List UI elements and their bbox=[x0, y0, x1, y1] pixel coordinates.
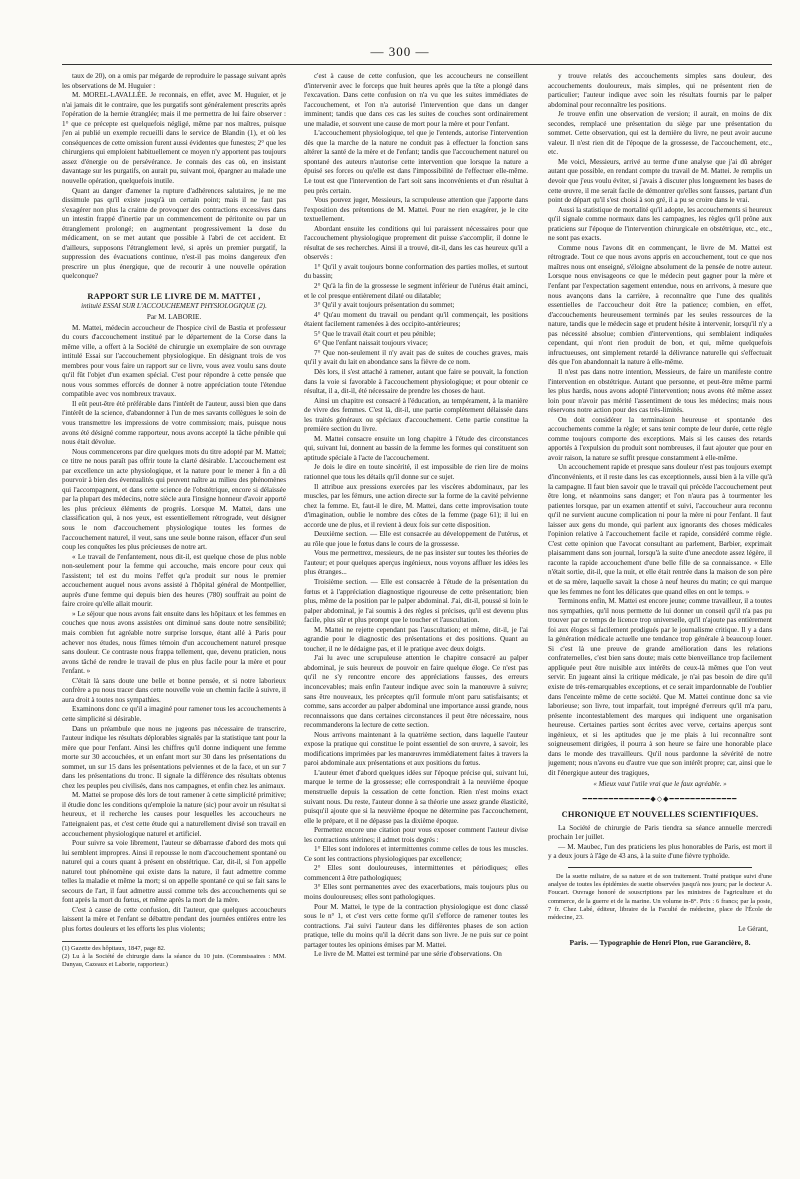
paragraph: Troisième section. — Elle est consacrée à l'étude de la présentation du fœtus et à l'appréciation diagnostique rigoureuse de cette présentation; bien plus, même de la position par le palper abdominal. J'ai, dit-il, poussé si loin le palper abdominal, je l'ai soumis à des règles si précises, qu'il est devenu plus facile, plus sûr et plus prompt que le toucher et l'auscultation. bbox=[304, 577, 528, 625]
ornament-divider: ━━━━━━━━━━━━━◆◇◆━━━━━━━━━━━━━ bbox=[582, 794, 738, 803]
paragraph: Comme nous l'avons dit en commençant, le livre de M. Mattei est rétrograde. Tout ce que nous avons appris en accouchement, tout ce que nos maîtres nous ont enseigné, s'éloigne absolument de la pensée de notre auteur. Lorsque nous envisageons ce que le médecin peut gagner pour la mère et l'enfant par l'expectation sagement entendue, nous en arrivons, à mesure que nous avançons dans la carrière, à reconnaître que l'une des qualités essentielles de l'accoucheur doit être la patience; combien, en effet, d'accouchements heureusement terminés par les seules ressources de la nature, tandis que le médecin sage et prudent hésite à intervenir, lorsqu'il n'y a pas nécessité absolue; combien d'interventions, qui semblaient indiquées cependant, qui n'ont rien produit de bon, et qui, même quelquefois infructueuses, ont simplement retardé la délivrance naturelle qui s'effectuait dès que l'on abandonnait la nature à elle-même. bbox=[548, 243, 772, 367]
paragraph: 3° Qu'il y avait toujours présentation du sommet; bbox=[314, 301, 455, 310]
advert-divider bbox=[568, 867, 752, 868]
intro-paragraphs bbox=[62, 72, 286, 282]
paragraph: Permettez encore une citation pour vous exposer comment l'auteur divise les contractions utérines; il admet trois degrés : bbox=[304, 826, 528, 844]
paragraph: Deuxième section. — Elle est consacrée au développement de l'utérus, et au rôle que joue le fœtus dans le cours de la grossesse. bbox=[304, 530, 528, 548]
paragraph: 4° Qu'au moment du travail ou pendant qu'il commençait, les positions étaient facilement ramenées à des occipito-antérieures; bbox=[304, 310, 528, 329]
gerant-line: Le Gérant, bbox=[738, 925, 768, 934]
paragraph: 7° Que non-seulement il n'y avait pas de suites de couches graves, mais qu'il y avait du lait en abondance sans la fièvre de ce nom. bbox=[304, 348, 528, 367]
report-author: Par M. LABORIE. bbox=[146, 312, 202, 321]
paragraph: (1) Gazette des hôpitaux, 1847, page 82. bbox=[62, 944, 166, 952]
paragraph: C'est à cause de cette confusion, dit l'auteur, que quelques accoucheurs laissent la mère et l'enfant se débattre pendant des journées entières entre les plus fortes douleurs et les efforts les plus violents; bbox=[62, 905, 286, 933]
column-3 bbox=[548, 72, 772, 1167]
paragraph: Nous arrivons maintenant à la quatrième section, dans laquelle l'auteur expose la pratique qui constitue le point essentiel de son œuvre, à savoir, les modifications imprimées par les manœuvres immédiatement faites à travers la paroi abdominale aux présentations et aux positions du fœtus. bbox=[304, 730, 528, 768]
closing-quote: « Mieux vaut l'utile vrai que le faux agréable. » bbox=[593, 780, 727, 789]
paragraph: y trouve relatés des accouchements simples sans douleur, des accouchements douloureux, mais simples, qui ne présentent rien de particulier; l'auteur indique avec soin les résultats fournis par le palper abdominal pour reconnaître les positions. bbox=[548, 72, 772, 109]
paragraph: — M. Maubec, l'un des praticiens les plus honorables de Paris, est mort il y a deux jours à l'âge de 43 ans, à la suite d'une fièvre typhoïde. bbox=[548, 842, 772, 861]
paragraph: On doit considérer la terminaison heureuse et spontanée des accouchements comme la règle; et sans tenir compte de leur durée, cette règle comme toujours comporte des exceptions. Mais si les causes des retards apportés à l'expulsion du produit sont nombreuses, il faut ajouter que pour en avoir raison, la nature se suffit presque constamment à elle-même. bbox=[548, 415, 772, 462]
paragraph: Vous me permettrez, messieurs, de ne pas insister sur toutes les théories de l'auteur; et pour quelques aperçus ingénieux, nous voyons affluer les idées les plus étranges... bbox=[304, 549, 528, 577]
paragraph: L'auteur émet d'abord quelques idées sur l'époque précise qui, suivant lui, marque le terme de la grossesse; elle correspondrait à la neuvième époque menstruelle depuis la cessation de cette fonction. Rien n'est moins exact suivant nous. Du reste, l'auteur donne à sa théorie une assez grande élasticité, puisqu'il ajoute que si la neuvième époque ne détermine pas l'accouchement, elle le prépare, et il ne dépasse pas la dixième époque. bbox=[304, 768, 528, 825]
paragraph: Je trouve enfin une observation de version; il aurait, en moins de dix secondes, remplacé une présentation du siège par une présentation du sommet. Cette observation, qui est la dernière du livre, ne peut avoir aucune valeur. Il n'est rien dit de l'époque de la grossesse, de l'accouchement, etc., etc. bbox=[548, 110, 772, 157]
paragraph: Un accouchement rapide et presque sans douleur n'est pas toujours exempt d'inconvénients, et il reste dans les cas exceptionnels, aussi bien à la ville qu'à la campagne. Il faut bien savoir que le travail qui précède l'accouchement peut être long, et néanmoins sans danger; et l'on n'aura pas à tourmenter les patientes lorsque, par un examen attentif et suivi, l'accoucheur aura reconnu qu'il ne survient aucune complication ni pour la mère ni pour l'enfant. Il faut laisser aux gens du monde, qui parlent aux ignorants des choses médicales l'opinion relative à l'accouchement facile et rapide, considéré comme règle. C'est cette opinion que l'avocat consultant au parlement, Barbier, exprimait plaisamment dans son journal, lorsqu'à la suite d'une anecdote assez légère, il raconte la rapide accouchement d'une belle fille de sa connaissance. « Elle n'était sortie, dit-il, que la nuit, et elle était rentrée dans la maison de son père et de sa mère, laquelle savait la chose à neuf heures du matin; ce qui marque que les femmes ne font les délicates que quand elles en ont le temps. » bbox=[548, 463, 772, 596]
header-rule bbox=[62, 64, 772, 65]
paragraph: Pour suivre sa voie librement, l'auteur se débarrasse d'abord des mots qui lui semblent impropres. Ainsi il repousse le nom d'accouchement spontané ou naturel qui a cours quant à présent en obstétrique. Car, dit-il, si l'on appelle naturel tout phénomène qui existe dans la nature, il faut admettre comme telles la maladie et même la mort; si on appelle spontané ce qui se fait sans le secours de l'art, il faut admettre aussi comme tels des accouchements qui se font après la mort du fœtus, et même après la mort de la mère. bbox=[62, 839, 286, 905]
paragraph: 5° Que le travail était court et peu pénible; bbox=[314, 329, 436, 338]
paragraph: Ainsi un chapitre est consacré à l'éducation, au tempérament, à la manière de vivre des femmes. C'est là, dit-il, une partie complètement délaissée dans les traités généraux ou spéciaux d'accouchement. Cette partie constitue la première section du livre. bbox=[304, 396, 528, 434]
column-2 bbox=[304, 72, 528, 1167]
report-conclusion bbox=[548, 72, 772, 778]
paragraph: Il eût peut-être été préférable dans l'intérêt de l'auteur, aussi bien que dans l'intérêt de la science, d'abandonner à l'un de mes savants collègues le soin de vous transmettre les impressions de votre commission; mais, puisque nous avons été désigné comme rapporteur, nous avons accepté la tâche pénible qui nous était dévolue. bbox=[62, 399, 286, 447]
paragraph: Dans un préambule que nous ne jugeons pas nécessaire de transcrire, l'auteur indique les résultats déplorables signalés par la statistique tant pour la mère que pour l'enfant. Ainsi les chiffres qu'il donne indiquent une femme morte sur 30 accouchées, et un enfant mort sur 30 dans les présentations du sommet, un sur 15 dans les présentations pelviennes et de la face, et un sur 7 dans les présentations du tronc. Il signale la différence des résultats obtenus chez les peuples peu civilisés, dans nos campagnes, et enfin chez les animaux. bbox=[62, 724, 286, 790]
paragraph: M. Mattei ne rejette cependant pas l'auscultation; et même, dit-il, je l'ai agrandie pour le diagnostic des présentations et des positions. Quant au toucher, il ne le dédaigne pas, et il le pratique avec deux doigts. bbox=[304, 625, 528, 653]
paragraph: 2° Qu'à la fin de la grossesse le segment inférieur de l'utérus était aminci, et le col presque entièrement dilaté ou dilatable; bbox=[304, 282, 528, 300]
paragraph: Me voici, Messieurs, arrivé au terme d'une analyse que j'ai dû abréger autant que possible, en rendant compte du travail de M. Mattei. Je remplis un devoir que j'eus voulu éviter, si j'avais à discuter plus longuement les bases de cette œuvre, il me serait facile de démontrer qu'elles sont fausses, partant d'un point de départ qu'il s'est choisi à son gré, il a pu se croire dans le vrai. bbox=[548, 157, 772, 205]
page-number: — 300 — bbox=[370, 44, 430, 59]
paragraph: Nous commencerons par dire quelques mots du titre adopté par M. Mattei; ce titre ne nous paraît pas offrir toute la clarté désirable. L'accouchement est par excellence un acte physiologique, et la nature pour le mener à fin a dû pourvoir à bien des éventualités qui peuvent naître au milieu des phénomènes qui l'accompagnent, et dans cette science de l'obstétrique, encore si délaissée par la plupart des médecins, notre siècle aura l'insigne honneur d'avoir apporté les plus précieux éléments de progrès. Lorsque M. Mattei, dans une classification qui, à nos yeux, est essentiellement rétrograde, veut désigner sous le nom d'accouchement physiologique toutes les formes de l'accouchement naturel, il veut, sans une seule bonne raison, effacer d'un seul coup les conquêtes les plus précieuses de notre art. bbox=[62, 447, 286, 552]
paragraph: c'est à cause de cette confusion, que les accoucheurs ne conseillent d'intervenir avec le forceps que huit heures après que la tête a plongé dans l'excavation. Dans cette confusion on n'a vu que les suites immédiates de l'accouchement, et l'on n'a autorisé l'intervention que dans un danger imminent; tandis que dans ces cas les suites de couches sont ordinairement une maladie, et souvent une cause de mort pour la mère et pour l'enfant. bbox=[304, 72, 528, 128]
paragraph: C'était là sans doute une belle et bonne pensée, et si notre laborieux confrère a pu nous tracer dans cette nouvelle voie un chemin facile à suivre, il aura droit à toutes nos sympathies. bbox=[62, 676, 286, 704]
paragraph: » Le séjour que nous avons fait ensuite dans les hôpitaux et les femmes en couches que nous avons assistées ont diminué sans doute notre sensibilité; mais combien fut agréable notre surprise lorsque, étant allé à Paris pour achever nos études, nous fûmes témoin d'un accouchement naturel presque sans douleur. Ce contraste nous frappa tellement, que, devenu praticien, nous avons tâché de rendre le travail de plus en plus facile pour la mère et pour l'enfant. » bbox=[62, 609, 286, 676]
paragraph: Dès lors, il s'est attaché à ramener, autant que faire se pouvait, la fonction dans la voie si favorable à l'accouchement physiologique; et pour obtenir ce résultat, il a, dit-il, été nécessaire de prendre les choses de haut. bbox=[304, 367, 528, 396]
paragraph: M. MOREL-LAVALLÉE. Je reconnais, en effet, avec M. Huguier, et je n'ai jamais dit le contraire, que les purgatifs sont généralement prescrits après l'opération de la hernie étranglée; mais il me permettra de lui faire observer : 1° que ce précepte est quelquefois négligé, même par nos maîtres, puisque j'en ai publié un exemple recueilli dans le service de Blandin (1), et où les conséquences de cette omission furent aussi évidentes que funestes; 2° que les chirurgiens qui emploient habituellement ce moyen n'y apportent pas toujours assez d'énergie ou de persévérance. Je connais des cas où, en insistant davantage sur les purgatifs, on aurait pu, suivant moi, épargner au malade une nouvelle opération, quelquefois inutile. bbox=[62, 91, 286, 186]
paragraph: 3° Elles sont permanentes avec des exacerbations, mais toujours plus ou moins douloureuses; elles sont pathologiques. bbox=[304, 883, 528, 902]
chronicle-heading: CHRONIQUE ET NOUVELLES SCIENTIFIQUES. bbox=[561, 809, 759, 819]
paragraph: 1° Qu'il y avait toujours bonne conformation des parties molles, et surtout du bassin; bbox=[304, 262, 528, 281]
report-body bbox=[62, 324, 286, 935]
paragraph: 6° Que l'enfant naissait toujours vivace; bbox=[314, 339, 428, 348]
paragraph: « Le travail de l'enfantement, nous dit-il, est quelque chose de plus noble non-seulement pour la femme qui accouche, mais encore pour ceux qui l'assistent; tel est du moins l'effet qu'a produit sur nous le premier accouchement auquel nous avons assisté à l'hôpital général de Montpellier, auprès d'une femme qui depuis bien des heures (780) souffrait au point de faire croire qu'elle allait mourir. bbox=[62, 552, 286, 609]
paragraph: M. Mattei, médecin accoucheur de l'hospice civil de Bastia et professeur du cours d'accouchement institué par le département de la Corse dans la même ville, a offert à la Société de chirurgie un exemplaire de son ouvrage intitulé Essai sur l'accouchement physiologique. En désignant trois de vos membres pour vous faire un rapport sur ce livre, vous avez voulu sans doute qu'il fût l'objet d'un examen spécial. C'est pour répondre à cette pensée que nous vous sommes efforcés de donner à notre appréciation toute l'étendue compatible avec vos nombreux travaux. bbox=[62, 323, 286, 399]
advertisement: De la suette miliaire, de sa nature et de son traitement. Traité pratique suivi d'une analyse de toutes les épidémies de suette observées jusqu'à nos jours; par le docteur A. Foucart. Ouvrage honoré de souscriptions par les ministres de l'agriculture et du commerce, de la guerre et de la marine. Un volume in-8°. Prix : 6 francs; par la poste, 7 fr. Chez Labé, éditeur, libraire de la Faculté de médecine, place de l'École de médecine, 23. bbox=[548, 872, 772, 922]
paragraph: Abordant ensuite les conditions qui lui paraissent nécessaires pour que l'accouchement physiologique proprement dit puisse s'accomplir, il donne le résultat de ses recherches. Ainsi il a trouvé, dit-il, dans les cas heureux qu'il a observés : bbox=[304, 224, 528, 262]
paragraph: Pour M. Mattei, le type de la contraction physiologique est donc classé sous le n° 1, et c'est vers cette forme qu'il s'efforce de ramener toutes les contractions. J'ai suivi l'auteur dans les différentes phases de son action pratique, telle du moins qu'il la décrit dans son livre. Je ne puis sur ce point partager toutes les opinions émises par M. Mattei. bbox=[304, 902, 528, 949]
paragraph: Le livre de M. Mattei est terminé par une série d'observations. On bbox=[314, 950, 502, 959]
printer-imprint: Paris. — Typographie de Henri Plon, rue Garancière, 8. bbox=[569, 938, 751, 948]
footnote-rule bbox=[62, 941, 122, 942]
report-body-continued bbox=[304, 72, 528, 960]
paragraph: Quant au danger d'amener la rupture d'adhérences salutaires, je ne me dissimule pas qu'il existe jusqu'à un certain point; mais il ne faut pas s'exagérer non plus la crainte de provoquer des contractions excessives dans un intestin frappé d'inertie par un commencement de péritonite ou par un étranglement prolongé; en augmentant progressivement la dose du médicament, on se met autant que possible à l'abri de cet accident. Et d'ailleurs, supposons l'étranglement levé, si après un premier purgatif, la suppression des évacuations continue, n'est-il pas moins dangereux d'en prescrire un plus énergique, que de recourir à une nouvelle opération quelconque? bbox=[62, 186, 286, 281]
paragraph: taux de 20), on a omis par mégarde de reproduire le passage suivant après les observations de M. Huguier : bbox=[62, 72, 286, 90]
report-heading: RAPPORT SUR LE LIVRE DE M. MATTEI , bbox=[87, 292, 261, 302]
chronicle-news bbox=[548, 824, 772, 862]
paragraph: 2° Elles sont douloureuses, intermittentes et périodiques; elles commencent à être pathologiques; bbox=[304, 864, 528, 882]
paragraph: Il attribue aux pressions exercées par les viscères abdominaux, par les muscles, par les fémurs, une action directe sur la forme de la cavité pelvienne chez la femme. Et, faut-il le dire, M. Mattei, dans cette improvisation toute d'imagination, oublie le nombre des côtes de la femme (page 61); il lui en accorde une de plus, et il revient à deux fois sur cette disposition. bbox=[304, 482, 528, 529]
paragraph: M. Mattei consacre ensuite un long chapitre à l'étude des circonstances qui, suivant lui, donnent au bassin de la femme les formes qui constituent son aptitude spéciale à l'acte de l'accouchement. bbox=[304, 434, 528, 462]
paragraph: Terminons enfin, M. Mattei est encore jeune; comme travailleur, il a toutes nos sympathies, qu'il nous permette de lui donner un conseil qu'il n'a pas pu trouver par ce temps de licence trop universelle, qu'il n'ajoute pas entièrement foi aux éloges si facilement prodigués par le journalisme critique. Il y a dans la génération médicale actuelle une tendance trop générale à beaucoup louer. Si c'est là une preuve de grande amélioration dans les relations confraternelles, c'est bien sans doute; mais cette bienveillance trop facilement appliquée peut être nuisible aux intérêts de ceux-là mêmes que l'on veut servir. En jugeant ainsi la critique médicale, je n'ai pas besoin de dire qu'il existe de très-remarquables exceptions, et ce serait impardonnable de l'oublier dans l'enceinte même de cette société. Que M. Mattei continue donc sa vie laborieuse; son livre, tout imparfait, tout imprégné d'erreurs qu'il m'a paru, présente incontestablement des marques qui indiquent une organisation heureuse. Certaines parties sont écrites avec verve, certains aperçus sont ingénieux, et si les aptitudes que je me plais à lui reconnaître sont soigneusement dirigées, il pourra à son heure se faire une honorable place dans le monde des travailleurs. Qu'il nous pardonne la sévérité de notre jugement; nous n'avons eu d'autre vue que son intérêt propre; car, ainsi que le dit l'énergique auteur des tragiques, bbox=[548, 597, 772, 777]
paragraph: L'accouchement physiologique, tel que je l'entends, autorise l'intervention dès que la marche de la nature ne conduit pas à effectuer la fonction sans altérer la santé de la mère et de l'enfant; tandis que l'accouchement naturel ou spontané des auteurs n'autorise cette intervention que lorsque la nature a épuisé ses forces ou qu'elle est dans l'impossibilité de l'effectuer elle-même. Le tout est que l'intervention de l'art soit sans inconvénients et d'un résultat à peu près certain. bbox=[304, 129, 528, 195]
report-subheading: intitulé ESSAI SUR L'ACCOUCHEMENT PHYSIOLOGIQUE (2). bbox=[81, 302, 267, 311]
paragraph: J'ai lu avec une scrupuleuse attention le chapitre consacré au palper abdominal, je suis heureux de pouvoir en faire quelque éloge. Ce n'est pas qu'il ne s'y rencontre encore des appréciations fausses, des erreurs inconcevables; mais enfin l'auteur indique avec soin la manœuvre à suivre; sans être nouveaux, les préceptes qu'il formule m'ont paru satisfaisants; et comme, sans accorder au palper abdominal une importance aussi grande, nous reconnaissons que dans certaines circonstances il peut être nécessaire, nous recommanderons la lecture de cette section. bbox=[304, 654, 528, 730]
paragraph: 1° Elles sont indolores et intermittentes comme celles de tous les muscles. Ce sont les contractions physiologiques par excellence; bbox=[304, 845, 528, 863]
paragraph: La Société de chirurgie de Paris tiendra sa séance annuelle mercredi prochain 1er juillet. bbox=[548, 823, 772, 842]
paragraph: Vous pouvez juger, Messieurs, la scrupuleuse attention que j'apporte dans l'exposition des prétentions de M. Mattei. Pour ne rien exagérer, je le cite textuellement. bbox=[304, 196, 528, 224]
paragraph: Il n'est pas dans notre intention, Messieurs, de faire un manifeste contre l'intervention en obstétrique. Autant que personne, et peut-être même parmi les plus hardis, nous avons adopté l'intervention; nous avons été même assez loin pour n'avoir pas mérité l'assentiment de tous les médecins; mais nous réservons notre action pour des cas très-limités. bbox=[548, 367, 772, 415]
paragraph: Aussi la statistique de mortalité qu'il adopte, les accouchements si heureux qu'il signale comme normaux dans les campagnes, les règles qu'il prône aux praticiens sur l'époque de l'intervention chirurgicale en obstétrique, etc., etc., ne sont pas exacts. bbox=[548, 205, 772, 243]
column-1 bbox=[62, 72, 286, 1167]
paragraph: M. Mattei se propose dès lors de tout ramener à cette simplicité primitive; il étudie donc les conditions qu'emploie la nature (sic) pour avoir un résultat si heureux, et il recherche les causes pour lesquelles les accoucheurs ne l'atteignaient pas, et c'est cette étude qui a naturellement divisé son travail en accouchement physiologique naturel et artificiel. bbox=[62, 791, 286, 838]
paragraph: (2) Lu à la Société de chirurgie dans la séance du 10 juin. (Commissaires : MM. Danyau, Cazeaux et Laborie, rapporteur.) bbox=[62, 952, 286, 969]
paragraph: Examinons donc ce qu'il a imaginé pour ramener tous les accouchements à cette simplicité si désirable. bbox=[62, 705, 286, 723]
paragraph: Je dois le dire en toute sincérité, il est impossible de rien lire de moins rationnel que tous les détails qu'il donne sur ce sujet. bbox=[304, 463, 528, 481]
footnotes bbox=[62, 945, 286, 970]
